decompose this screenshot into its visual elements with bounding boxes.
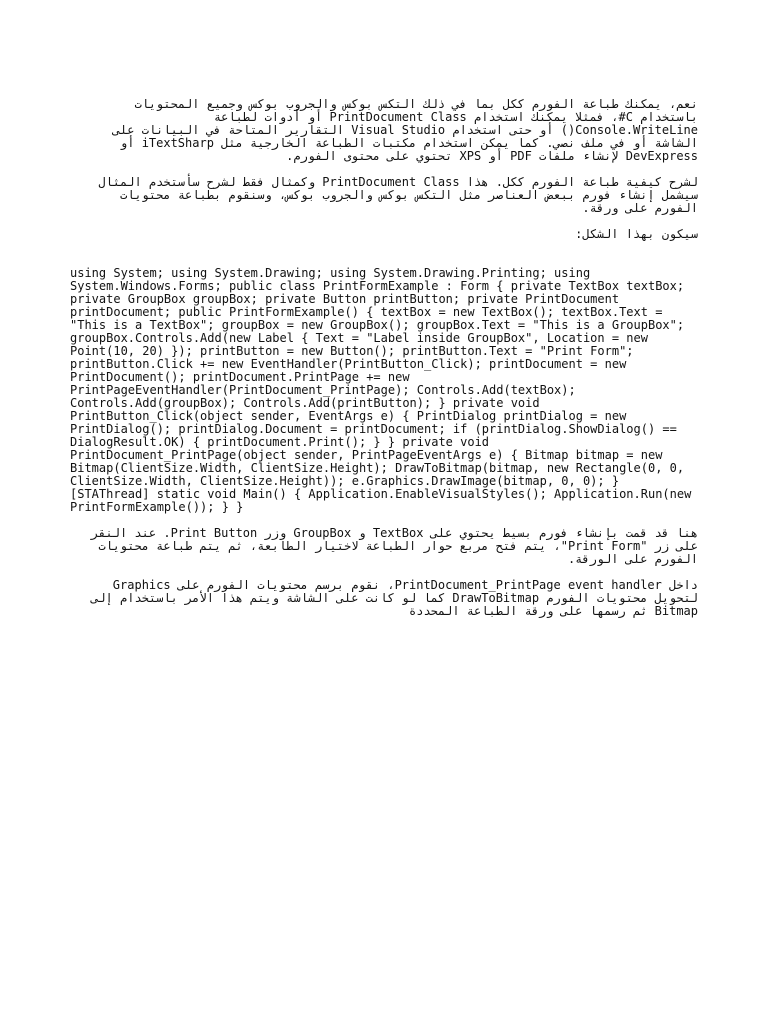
handler-paragraph: داخل PrintDocument_PrintPage event handler، نقوم برسم محتويات الفورم على Graphics لتحويل محتويات الفورم DrawToBitmap كما لو كانت على الشاشة ويتم هذا الأمر باستخدام إلى Bitmap ثم رسمها على ورقة الطباعة المحددة xyxy=(91,578,698,618)
summary-paragraph: هنا قد قمت بإنشاء فورم بسيط يحتوي على TextBox و GroupBox وزر Print Button. عند النقر على زر "Print Form"، يتم فتح مربع حوار الطباعة لاختيار الطابعة، ثم يتم طباعة محتويات الفورم على الورقة. xyxy=(91,526,698,566)
code-block: using System; using System.Drawing; using System.Drawing.Printing; using System.Windows.Forms; public class PrintFormExample : Form { private TextBox textBox; private GroupBox groupBox; private Button printButton; private PrintDocument printDocument; public PrintFormExample() { textBox = new TextBox(); textBox.Text = "This is a TextBox"; groupBox = new GroupBox(); groupBox.Text = "This is a GroupBox"; groupBox.Controls.Add(new Label { Text = "Label inside GroupBox", Location = new Point(10, 20) }); printButton = new Button(); printButton.Text = "Print Form"; printButton.Click += new EventHandler(PrintButton_Click); printDocument = new PrintDocument(); printDocument.PrintPage += new PrintPageEventHandler(PrintDocument_PrintPage); Controls.Add(textBox); Controls.Add(groupBox); Controls.Add(printButton); } private void PrintButton_Click(object sender, EventArgs e) { PrintDialog printDialog = new PrintDialog(); printDialog.Document = printDocument; if (printDialog.ShowDialog() == DialogResult.OK) { printDocument.Print(); } } private void PrintDocument_PrintPage(object sender, PrintPageEventArgs e) { Bitmap bitmap = new Bitmap(ClientSize.Width, ClientSize.Height); DrawToBitmap(bitmap, new Rectangle(0, 0, ClientSize.Width, ClientSize.Height)); e.Graphics.DrawImage(bitmap, 0, 0); } [STAThread] static void Main() { Application.EnableVisualStyles(); Application.Run(new PrintFormExample()); } } xyxy=(70,266,692,514)
shape-caption: سيكون بهذا الشكل: xyxy=(575,227,698,241)
document-page xyxy=(70,98,698,618)
explanation-paragraph: لشرح كيفية طباعة الفورم ككل. هذا PrintDocument Class وكمثال فقط لشرح سأستخدم المثال سيشمل إنشاء فورم ببعض العناصر مثل التكس بوكس والجروب بوكس، وسنقوم بطباعة محتويات الفورم على ورقة. xyxy=(98,175,698,215)
spacer xyxy=(70,241,698,267)
intro-paragraph: نعم، يمكنك طباعة الفورم ككل بما في ذلك التكس بوكس والجروب بوكس وجميع المحتويات باستخدام C#، فمثلا يمكنك استخدام PrintDocument Class أو أدوات لطباعة Console.WriteLine() أو حتى استخدام Visual Studio التقارير المتاحة في البيانات على الشاشة أو في ملف نصي. كما يمكن استخدام مكتبات الطباعة الخارجية مثل iTextSharp أو DevExpress لإنشاء ملفات PDF أو XPS تحتوي على محتوى الفورم. xyxy=(112,97,698,163)
